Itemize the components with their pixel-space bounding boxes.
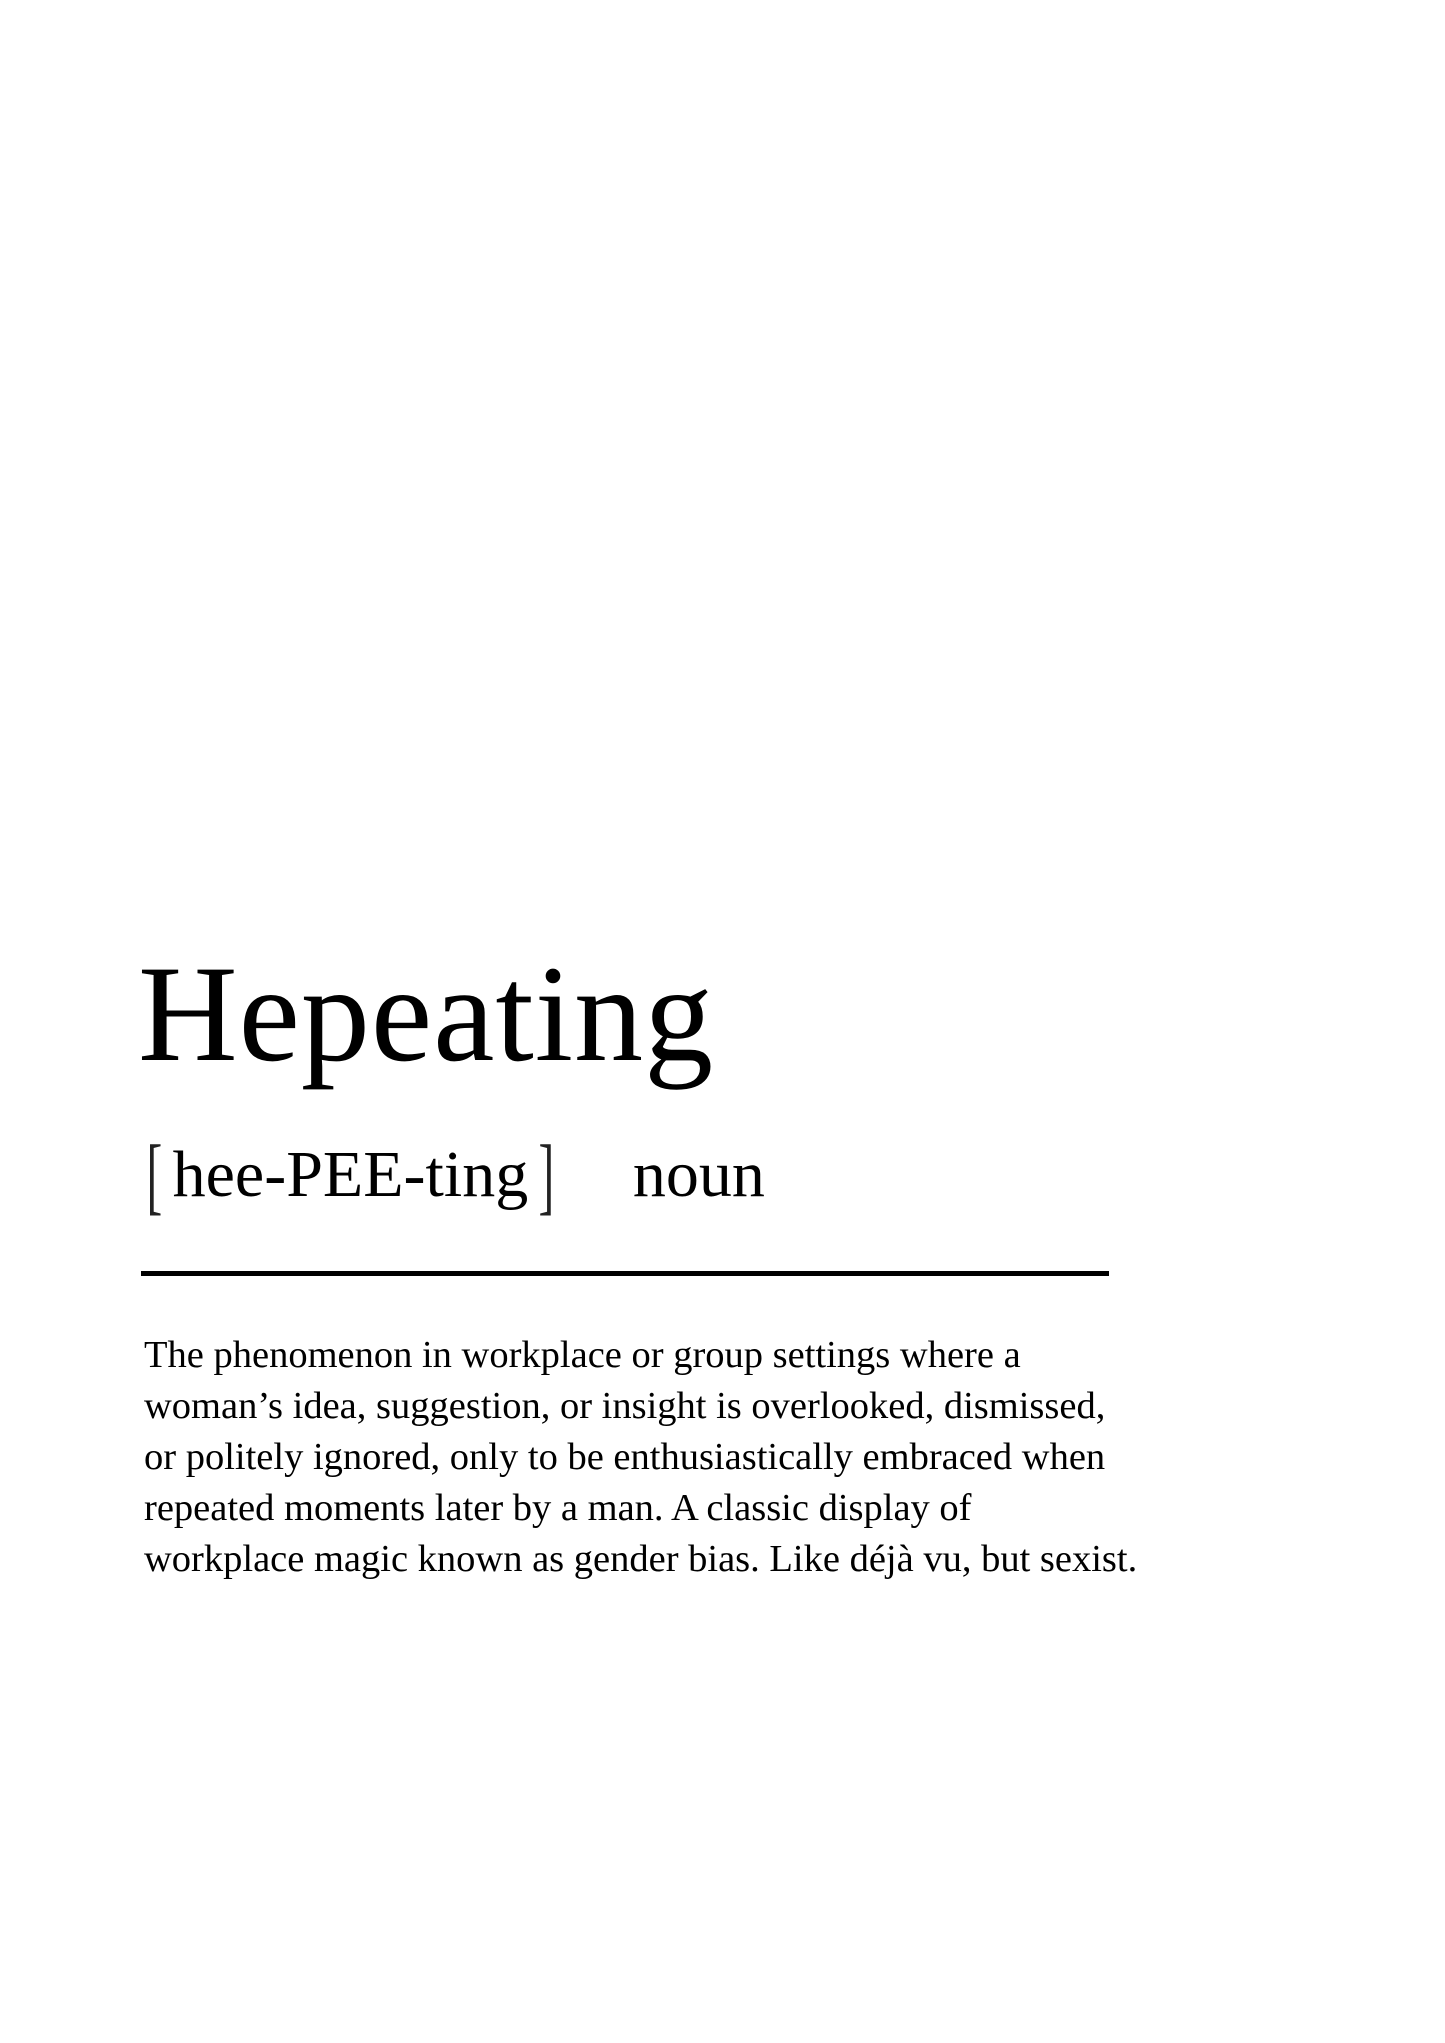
definition-line: workplace magic known as gender bias. Like déjà vu, but sexist. xyxy=(144,1538,1138,1580)
definition-line: or politely ignored, only to be enthusiastically embraced when xyxy=(144,1436,1106,1478)
divider-line xyxy=(141,1271,1109,1276)
part-of-speech: noun xyxy=(632,1138,765,1211)
right-bracket: ] xyxy=(538,1127,555,1223)
headword: Hepeating xyxy=(138,937,715,1090)
definition-line: woman’s idea, suggestion, or insight is overlooked, dismissed, xyxy=(144,1385,1106,1427)
left-bracket: [ xyxy=(146,1127,163,1223)
pronunciation: hee-PEE-ting xyxy=(172,1138,529,1211)
definition-line: The phenomenon in workplace or group settings where a xyxy=(144,1334,1021,1376)
definition-text xyxy=(144,1330,1344,1585)
pronunciation-row xyxy=(140,1127,765,1223)
definition-line: repeated moments later by a man. A classic display of xyxy=(144,1487,972,1529)
